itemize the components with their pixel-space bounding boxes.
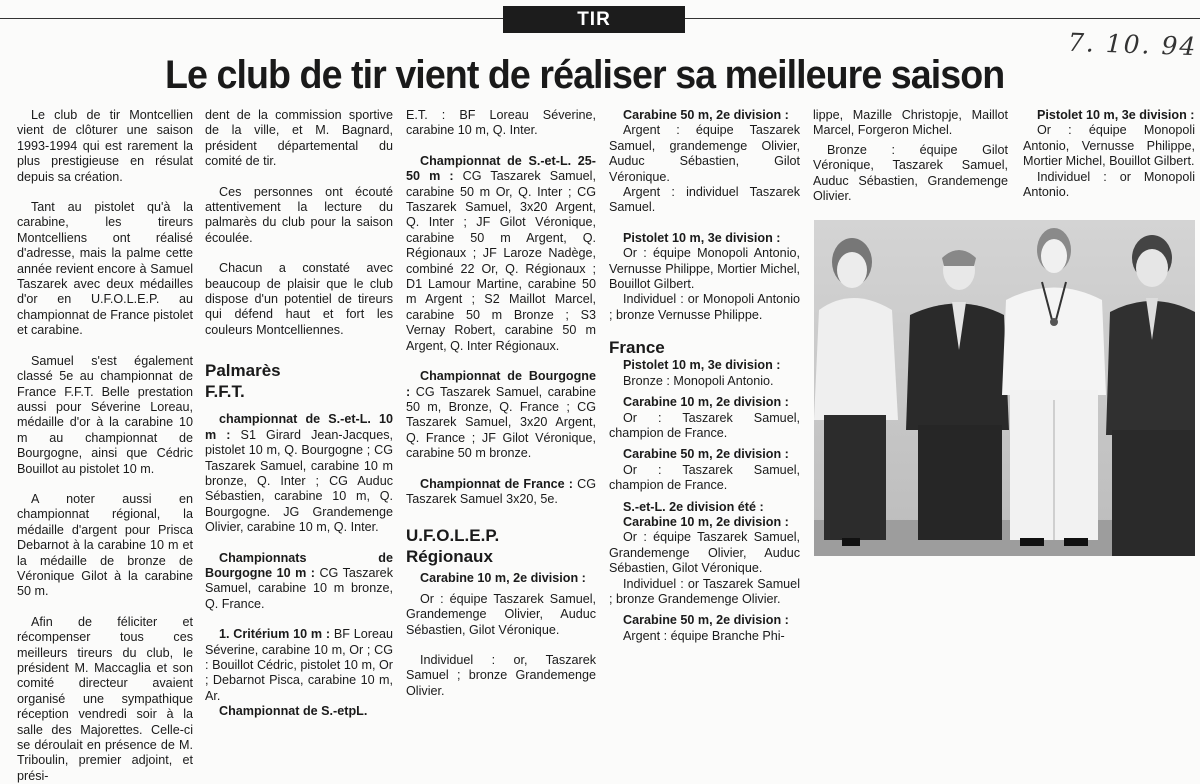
paragraph: A noter aussi en championnat régional, la médaille d'argent pour Prisca Debarnot à la carabine 10 m et la médaille de bronze de Véronique Gilot à la carabine 50 m.	[17, 491, 193, 599]
result-item: Or : Taszarek Samuel, champion de France.	[609, 410, 800, 440]
entry-heading: Championnat de France :	[420, 476, 573, 491]
column-6	[1023, 108, 1195, 200]
entry-heading: Carabine 50 m, 2e division :	[623, 613, 789, 628]
column-2	[205, 108, 393, 720]
column-1	[17, 108, 193, 784]
entry-heading: Pistolet 10 m, 3e division :	[623, 358, 781, 373]
rubric-rule-left	[0, 18, 503, 19]
entry-body: CG Taszarek Samuel, carabine 50 m Or, Q. Inter ; CG Taszarek Samuel, 3x20 Argent, Q. Inter ; JF Gilot Véronique, carabine 50 m Argent, Q. Régionaux ; JF Laroze Nadège, combiné 22 Or, Q. Régionaux ; D1 Lamour Martine, carabine 50 m Argent ; S2 Maillot Marcel, carabine 50 m Bronze ; S3 Vernay Robert, carabine 50 m Argent, Q. Inter Régionaux.	[406, 169, 596, 353]
result-entry	[205, 627, 393, 704]
paragraph: lippe, Mazille Christopje, Maillot Marcel, Forgeron Michel.	[813, 108, 1008, 138]
paragraph: Tant au pistolet qu'à la carabine, les tireurs Montcelliens ont réalisé d'adresse, mais la palme cette année revient encore à Samuel Taszarek avec deux médailles d'or en U.F.O.L.E.P. au championnat de France pistolet et carabine.	[17, 200, 193, 338]
paragraph: Le club de tir Montcellien vient de clôturer une saison 1993-1994 qui est rarement la plus prestigieuse en résulat depuis sa création.	[17, 108, 193, 184]
entry-heading: 1. Critérium 10 m :	[219, 627, 331, 642]
handwritten-date: 7. 10. 94	[1067, 27, 1198, 62]
result-item: Argent : individuel Taszarek Samuel.	[609, 185, 800, 215]
section-rubric: TIR	[503, 6, 685, 33]
entry-heading: S.-et-L. 2e division été :	[623, 499, 764, 514]
paragraph: Ces personnes ont écouté attentivement la lecture du palmarès du club pour la saison écoulée.	[205, 184, 393, 245]
entry-heading: Carabine 10 m, 2e division :	[623, 395, 789, 410]
result-entry	[406, 369, 596, 461]
entry-body: CG Taszarek Samuel, carabine 10 m bronze, Q. France.	[205, 565, 393, 611]
result-entry	[406, 477, 596, 508]
result-entry	[205, 551, 393, 613]
entry-heading: Pistolet 10 m, 3e division :	[1037, 108, 1195, 122]
section-title: France	[609, 338, 665, 358]
section-title: Palmarès	[205, 361, 281, 381]
entry-heading: Carabine 50 m, 2e division :	[623, 108, 789, 122]
entry-body: CG Taszarek Samuel 3x20, 5e.	[406, 476, 596, 506]
entry-heading: championnat de S.-et-L. 10 m :	[205, 412, 393, 442]
section-title: F.F.T.	[205, 382, 245, 402]
result-item: Individuel : or Monopoli Antonio ; bronze Vernusse Philippe.	[609, 292, 800, 322]
result-entry	[406, 154, 596, 354]
section-title: U.F.O.L.E.P.	[406, 526, 500, 546]
column-5	[813, 108, 1008, 204]
photo-illustration	[814, 220, 1195, 556]
result-item: Or : Taszarek Samuel, champion de France.	[609, 462, 800, 493]
entry-heading: Championnat de S.-etpL.	[219, 704, 368, 719]
entry-body: BF Loreau Séverine, carabine 10 m, Or ; CG : Bouillot Cédric, pistolet 10 m, Or ; Debarnot Pisca, carabine 10 m, Ar.	[205, 627, 393, 703]
paragraph: Afin de féliciter et récompenser tous ces meilleurs tireurs du club, le président M. Maccaglia et son comité directeur avaient organisé une sympathique réception vendredi soir à la salle des Majorettes. Celle-ci se déroulait en présence de M. Triboulin, premier adjoint, et prési-	[17, 614, 193, 783]
entry-body: CG Taszarek Samuel, carabine 50 m, Bronze, Q. France ; CG Taszarek Samuel, 3x20 Argent, Q. France ; JF Gilot Véronique, carabine 50 m bronze.	[406, 384, 596, 461]
group-photo	[814, 220, 1195, 556]
entry-heading: Carabine 10 m, 2e division :	[420, 571, 586, 586]
result-item: Bronze : Monopoli Antonio.	[623, 373, 774, 388]
rubric-rule-right	[685, 18, 1200, 19]
paragraph: E.T. : BF Loreau Séverine, carabine 10 m, Q. Inter.	[406, 108, 596, 138]
entry-body: S1 Girard Jean-Jacques, pistolet 10 m, Q. Bourgogne ; CG Taszarek Samuel, carabine 10 m bronze, Q. Inter ; CG Auduc Sébastien, carabine 10 m, Q. Bourgogne. JG Grandemenge Olivier, carabine 10 m, Q. Inter.	[205, 427, 393, 535]
entry-heading: Championnat de S.-et-L. 25-50 m :	[406, 153, 596, 184]
result-item: Argent : équipe Taszarek Samuel, grandemenge Olivier, Auduc Sébastien, Gilot Véronique.	[609, 123, 800, 184]
result-item: Or : équipe Taszarek Samuel, Grandemenge Olivier, Auduc Sébastien, Gilot Véronique.	[609, 530, 800, 576]
result-item: Or : équipe Monopoli Antonio, Vernusse Philippe, Mortier Michel, Bouillot Gilbert.	[1023, 123, 1195, 169]
entry-heading: Championnats de Bourgogne 10 m :	[205, 550, 393, 580]
result-item: Or : équipe Taszarek Samuel, Grandemenge Olivier, Auduc Sébastien, Gilot Véronique.	[406, 591, 596, 637]
result-item: Individuel : or, Taszarek Samuel ; bronze Grandemenge Olivier.	[406, 652, 596, 698]
section-title: Régionaux	[406, 547, 493, 567]
result-item: Individuel : or Taszarek Samuel ; bronze Grandemenge Olivier.	[609, 576, 800, 606]
entry-heading: Pistolet 10 m, 3e division :	[623, 230, 781, 245]
entry-heading: Championnat de Bourgogne :	[406, 369, 596, 399]
column-4	[609, 108, 800, 644]
column-3	[406, 108, 596, 699]
paragraph: Samuel s'est également classé 5e au championnat de France F.F.T. Belle prestation aussi pour Séverine Loreau, médaille d'or à la carabine 10 m au championnat de Bourgogne, ainsi que Cédric Bouillot au pistolet 10 m.	[17, 353, 193, 476]
result-item: Argent : équipe Branche Phi-	[623, 628, 785, 643]
paragraph: dent de la commission sportive de la ville, et M. Bagnard, président départemental du comité de tir.	[205, 108, 393, 169]
entry-heading: Carabine 10 m, 2e division :	[623, 514, 789, 529]
paragraph: Chacun a constaté avec beaucoup de plaisir que le club dispose d'un potentiel de tireurs qui défend haut et fort les couleurs Montcelliennes.	[205, 261, 393, 337]
entry-heading: Carabine 50 m, 2e division :	[623, 447, 789, 462]
headline: Le club de tir vient de réaliser sa meilleure saison	[165, 53, 1005, 97]
result-item: Individuel : or Monopoli Antonio.	[1023, 169, 1195, 200]
result-item: Or : équipe Monopoli Antonio, Vernusse Philippe, Mortier Michel, Bouillot Gilbert.	[609, 246, 800, 292]
result-item: Bronze : équipe Gilot Véronique, Taszarek Samuel, Auduc Sébastien, Grandemenge Olivier.	[813, 142, 1008, 204]
result-entry	[205, 412, 393, 535]
